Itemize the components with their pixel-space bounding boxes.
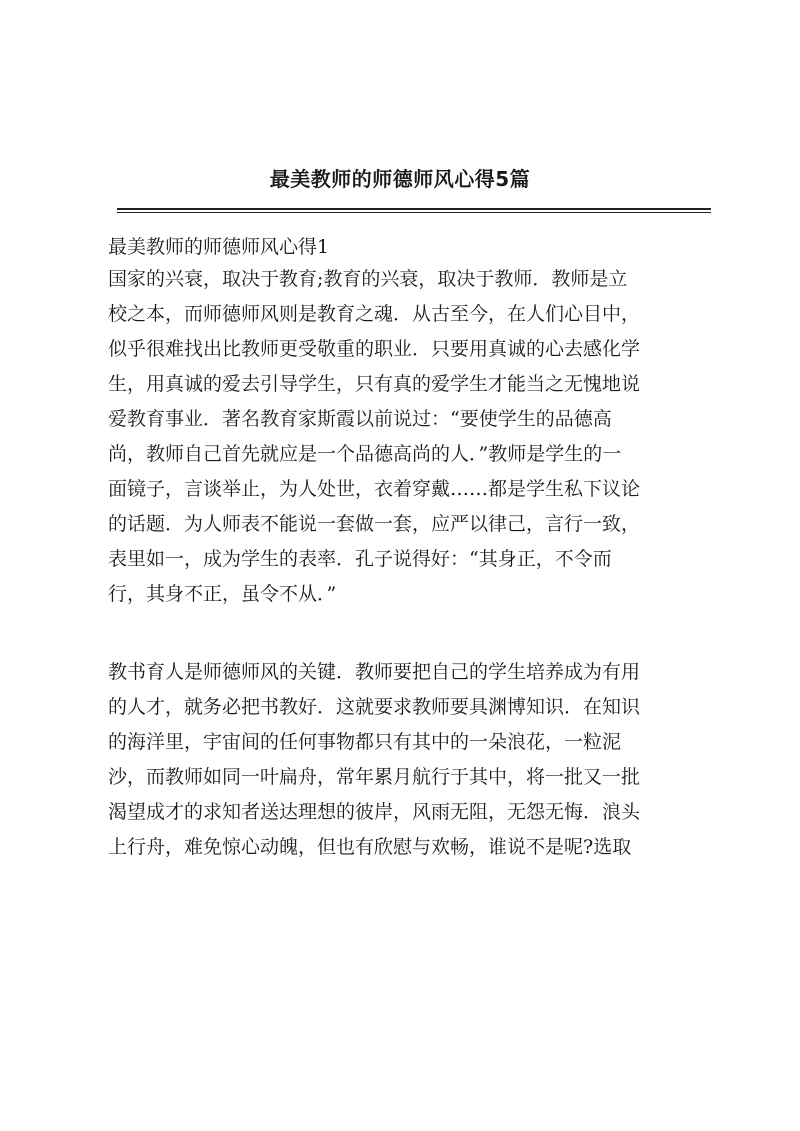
paragraph-line: 国家的兴衰，取决于教育;教育的兴衰，取决于教师．教师是立	[108, 268, 628, 290]
title-divider	[117, 208, 711, 213]
paragraph-line: 的话题．为人师表不能说一套做一套，应严以律己，言行一致，	[108, 513, 641, 535]
paragraph-line: 行，其身不正，虽令不从．”	[108, 583, 337, 605]
paragraph-line: 的海洋里，宇宙间的任何事物都只有其中的一朵浪花，一粒泥	[108, 731, 622, 753]
paragraph-1	[108, 262, 716, 612]
document-title: 最美教师的师德师风心得5篇	[269, 167, 531, 191]
paragraph-line: 上行舟，难免惊心动魄，但也有欣慰与欢畅，谁说不是呢?选取	[108, 836, 632, 858]
paragraph-line: 尚，教师自己首先就应是一个品德高尚的人．”教师是学生的一	[108, 443, 622, 465]
paragraph-line: 表里如一，成为学生的表率．孔子说得好：“其身正，不令而	[108, 548, 612, 570]
paragraph-line: 教书育人是师德师风的关键．教师要把自己的学生培养成为有用	[108, 661, 641, 683]
paragraph-line: 似乎很难找出比教师更受敬重的职业．只要用真诚的心去感化学	[108, 338, 641, 360]
paragraph-line: 校之本，而师德师风则是教育之魂．从古至今，在人们心目中，	[108, 303, 641, 325]
paragraph-line: 的人才，就务必把书教好．这就要求教师要具渊博知识．在知识	[108, 696, 641, 718]
paragraph-line: 生，用真诚的爱去引导学生，只有真的爱学生才能当之无愧地说	[108, 373, 641, 395]
paragraph-line: 渴望成才的求知者送达理想的彼岸，风雨无阻，无怨无悔．浪头	[108, 801, 641, 823]
document-body	[108, 232, 716, 865]
paragraph-line: 爱教育事业．著名教育家斯霞以前说过：“要使学生的品德高	[108, 408, 612, 430]
section-heading: 最美教师的师德师风心得1	[108, 236, 330, 258]
paragraph-spacer	[108, 612, 716, 655]
paragraph-line: 面镜子，言谈举止，为人处世，衣着穿戴……都是学生私下议论	[108, 478, 641, 500]
paragraph-2	[108, 655, 716, 865]
paragraph-line: 沙，而教师如同一叶扁舟，常年累月航行于其中，将一批又一批	[108, 766, 641, 788]
